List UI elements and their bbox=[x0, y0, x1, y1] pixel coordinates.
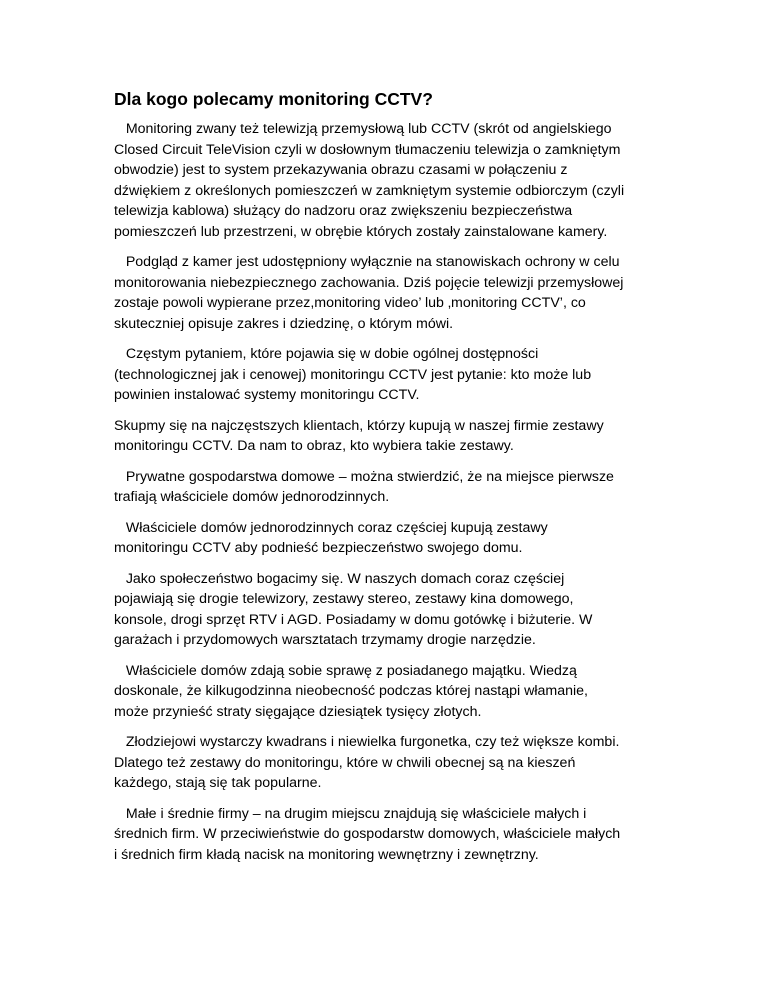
paragraph-line: Podgląd z kamer jest udostępniony wyłącznie na stanowiskach ochrony w celu bbox=[114, 254, 620, 270]
paragraph-line: obwodzie) jest to system przekazywania obrazu czasami w połączeniu z bbox=[114, 162, 568, 178]
paragraph-line: Closed Circuit TeleVision czyli w dosłownym tłumaczeniu telewizja o zamkniętym bbox=[114, 141, 621, 158]
paragraph bbox=[114, 416, 659, 457]
paragraph bbox=[114, 569, 659, 651]
paragraph-line: doskonale, że kilkugodzinna nieobecność podczas której nastąpi włamanie, bbox=[114, 683, 588, 699]
paragraph bbox=[114, 518, 659, 559]
paragraph-line: konsole, drogi sprzęt RTV i AGD. Posiadamy w domu gotówkę i biżuterie. W bbox=[114, 611, 593, 628]
paragraph-line: (technologicznej jak i cenowej) monitoringu CCTV jest pytanie: kto może lub bbox=[114, 366, 592, 383]
paragraph-line: i średnich firm kładą nacisk na monitoring wewnętrzny i zewnętrzny. bbox=[114, 846, 539, 863]
paragraph-line: Częstym pytaniem, które pojawia się w dobie ogólnej dostępności bbox=[114, 346, 539, 362]
paragraph-line: Małe i średnie firmy – na drugim miejscu znajdują się właściciele małych i bbox=[114, 805, 587, 822]
page-title: Dla kogo polecamy monitoring CCTV? bbox=[114, 89, 433, 109]
paragraph bbox=[114, 661, 659, 723]
paragraph-line: monitoringu CCTV aby podnieść bezpieczeństwo swojego domu. bbox=[114, 540, 523, 556]
paragraph-line: trafiają właściciele domów jednorodzinnych. bbox=[114, 489, 390, 505]
paragraph-line: telewizja kablowa) służący do nadzoru oraz zwiększeniu bezpieczeństwa bbox=[114, 203, 573, 219]
document-body bbox=[114, 119, 659, 865]
paragraph-line: każdego, stają się tak popularne. bbox=[114, 775, 322, 791]
paragraph-line: skuteczniej opisuje zakres i dziedzinę, o którym mówi. bbox=[114, 315, 454, 332]
paragraph-line: Właściciele domów zdają sobie sprawę z posiadanego majątku. Wiedzą bbox=[114, 662, 577, 679]
paragraph-line: powinien instalować systemy monitoringu CCTV. bbox=[114, 387, 420, 403]
paragraph bbox=[114, 804, 659, 866]
paragraph-line: monitorowania niebezpiecznego zachowania. Dziś pojęcie telewizji przemysłowej bbox=[114, 274, 624, 291]
paragraph bbox=[114, 119, 659, 242]
paragraph bbox=[114, 252, 659, 334]
paragraph bbox=[114, 467, 659, 508]
document-page bbox=[114, 88, 659, 875]
paragraph-line: zostaje powoli wypierane przez,monitoring video’ lub ‚monitoring CCTV’, co bbox=[114, 295, 586, 311]
paragraph bbox=[114, 344, 659, 406]
paragraph-line: średnich firm. W przeciwieństwie do gospodarstw domowych, właściciele małych bbox=[114, 826, 621, 842]
paragraph-line: Prywatne gospodarstwa domowe – można stwierdzić, że na miejsce pierwsze bbox=[114, 468, 614, 485]
paragraph-line: Skupmy się na najczęstszych klientach, którzy kupują w naszej firmie zestawy bbox=[114, 417, 604, 434]
paragraph-line: Złodziejowi wystarczy kwadrans i niewielka furgonetka, czy też większe kombi. bbox=[114, 734, 620, 750]
paragraph-line: monitoringu CCTV. Da nam to obraz, kto wybiera takie zestawy. bbox=[114, 438, 514, 454]
paragraph bbox=[114, 732, 659, 794]
paragraph-line: dźwiękiem z określonych pomieszczeń w zamkniętym systemie odbiorczym (czyli bbox=[114, 182, 625, 199]
paragraph-line: Monitoring zwany też telewizją przemysłową lub CCTV (skrót od angielskiego bbox=[114, 121, 612, 137]
paragraph-line: Właściciele domów jednorodzinnych coraz częściej kupują zestawy bbox=[114, 519, 548, 536]
paragraph-line: pomieszczeń lub przestrzeni, w obrębie których zostały zainstalowane kamery. bbox=[114, 223, 608, 240]
paragraph-line: pojawiają się drogie telewizory, zestawy stereo, zestawy kina domowego, bbox=[114, 591, 574, 607]
paragraph-line: Jako społeczeństwo bogacimy się. W naszych domach coraz częściej bbox=[114, 570, 565, 587]
paragraph-line: Dlatego też zestawy do monitoringu, które w chwili obecnej są na kieszeń bbox=[114, 754, 576, 771]
paragraph-line: garażach i przydomowych warsztatach trzymamy drogie narzędzie. bbox=[114, 632, 536, 648]
paragraph-line: może przynieść straty sięgające dziesiątek tysięcy złotych. bbox=[114, 703, 482, 720]
